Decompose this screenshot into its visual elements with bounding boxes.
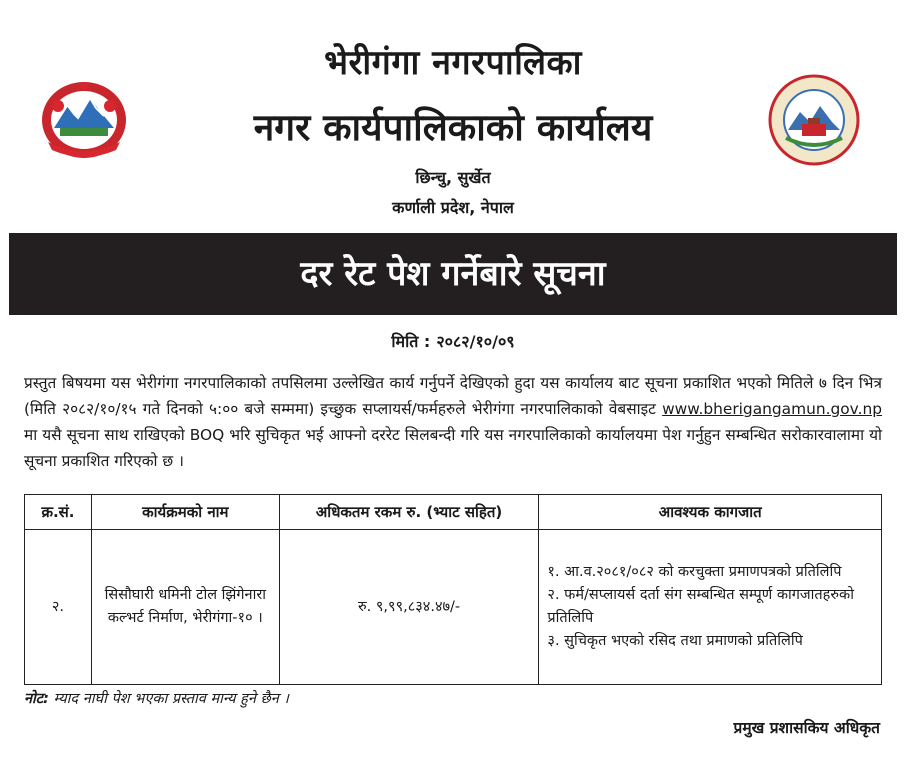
notice-title: दर रेट पेश गर्नेबारे सूचना: [300, 254, 606, 294]
address-line-2: कर्णाली प्रदेश, नेपाल: [392, 198, 514, 217]
column-header-documents: आवश्यक कागजात: [539, 495, 882, 530]
municipality-name: भेरीगंगा नगरपालिका: [324, 43, 582, 83]
table-header-row: [25, 495, 882, 530]
note-text: म्याद नाघी पेश भएका प्रस्ताव मान्य हुने छैन ।: [48, 691, 289, 707]
body-text-part1: प्रस्तुत बिषयमा यस भेरीगंगा नगरपालिकाको तपसिलमा उल्लेखित कार्य गर्नुपर्ने देखिएको हुदा यस कार्यालय बाट सूचना प्रकाशित भएको मितिले ७ दिन भित्र (मिति २०८२/१०/१५ गते दिनको ५:०० बजे सम्ममा) इच्छुक सप्लायर्स/फर्महरुले भेरीगंगा नगरपालिकाको वेबसाइट: [24, 374, 882, 418]
requirements-table: [24, 494, 882, 685]
table-row: [25, 530, 882, 685]
column-header-program: कार्यक्रमको नाम: [91, 495, 279, 530]
note: [24, 688, 289, 708]
cell-documents: [539, 530, 882, 685]
office-name: नगर कार्यपालिकाको कार्यालय: [253, 106, 653, 149]
notice-title-banner: [9, 233, 897, 315]
date-value: २०८२/१०/०९: [436, 332, 515, 351]
body-text-part2: मा यसै सूचना साथ राखिएको BOQ भरि सुचिकृत भई आफ्नो दररेट सिलबन्दी गरि यस नगरपालिकाको कार्यालयमा पेश गर्नुहुन सम्बन्धित सरोकारवालामा यो सूचना प्रकाशित गरिएको छ ।: [24, 426, 882, 470]
address-line-1: छिन्चु, सुर्खेत: [415, 168, 491, 187]
notice-date: [0, 330, 906, 352]
signature-title: प्रमुख प्रशासकिय अधिकृत: [733, 719, 880, 737]
website-link[interactable]: www.bherigangamun.gov.np: [662, 400, 882, 418]
notice-body: [24, 370, 882, 474]
column-header-sn: क्र.सं.: [25, 495, 92, 530]
cell-amount: रु. ९,९९,८३४.४७/-: [279, 530, 539, 685]
requirement-item: ३. सुचिकृत भएको रसिद तथा प्रमाणको प्रतिलिपि: [547, 633, 803, 649]
cell-sn: २.: [25, 530, 92, 685]
column-header-amount: अधिकतम रकम रु. (भ्याट सहित): [279, 495, 539, 530]
requirement-item: २. फर्म/सप्लायर्स दर्ता संग सम्बन्धित सम्पूर्ण कागजातहरुको प्रतिलिपि: [547, 587, 854, 626]
note-label: नोट:: [24, 691, 49, 707]
requirement-item: १. आ.व.२०८१/०८२ को करचुक्ता प्रमाणपत्रको प्रतिलिपि: [547, 564, 842, 580]
date-label: मिति :: [391, 332, 431, 351]
cell-program: सिसौघारी धमिनी टोल झिंगेनारा कल्भर्ट निर्माण, भेरीगंगा-१० ।: [91, 530, 279, 685]
